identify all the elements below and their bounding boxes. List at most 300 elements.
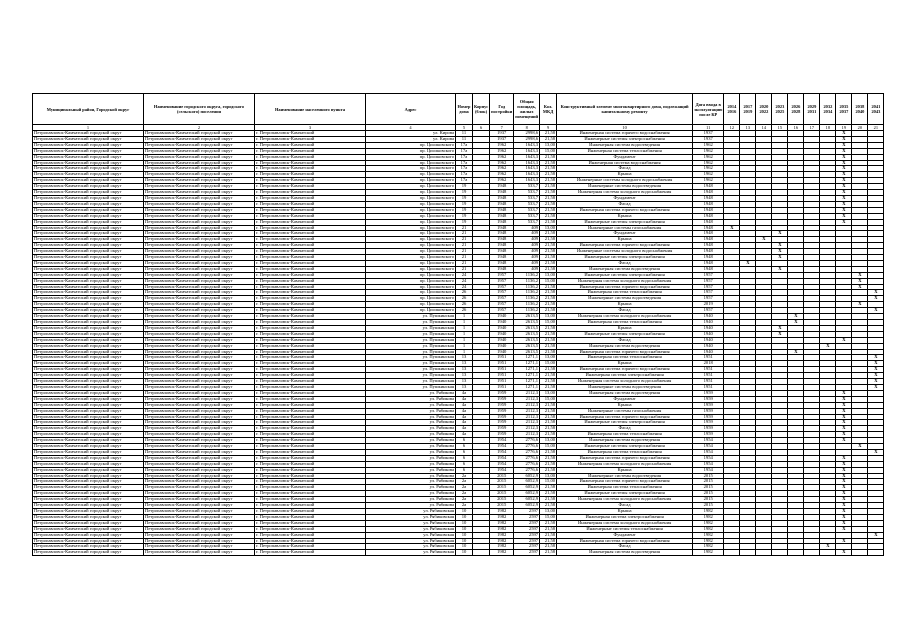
settlement-cell: Петропавловск-Камчатский городской округ — [144, 390, 255, 396]
build-year-cell: 1957 — [490, 284, 514, 290]
element-cell: Фундамент — [557, 154, 693, 160]
build-year-cell: 1948 — [490, 231, 514, 237]
commission-date-cell: 1962 — [693, 148, 724, 154]
address-cell: ул. Рябиковская — [366, 544, 456, 550]
commission-date-cell: 1948 — [693, 237, 724, 243]
period-mark: X — [836, 414, 852, 420]
period-mark: X — [740, 260, 756, 266]
column-number: 15 — [772, 125, 788, 131]
settlement-cell: Петропавловск-Камчатский городской округ — [144, 296, 255, 302]
area-cell: 1136,2 — [514, 284, 540, 290]
count-cell: 21,58 — [540, 526, 557, 532]
element-cell: Крыша — [557, 325, 693, 331]
locality-cell: г. Петропавловск-Камчатский — [255, 526, 366, 532]
area-cell: 2613,5 — [514, 320, 540, 326]
house-number-cell: 13 — [456, 384, 473, 390]
element-cell: Фасад — [557, 308, 693, 314]
house-number-cell: 21 — [456, 255, 473, 261]
build-year-cell: 2015 — [490, 485, 514, 491]
settlement-cell: Петропавловск-Камчатский городской округ — [144, 290, 255, 296]
region-cell: Петропавловск-Камчатский городской округ — [33, 237, 144, 243]
house-number-cell: 24 — [456, 284, 473, 290]
element-cell: Инженерная система холодного водоснабжения — [557, 497, 693, 503]
column-header: Дата ввода в эксплуатацию после КР — [693, 94, 724, 125]
address-cell: ул. Пушкинская — [366, 314, 456, 320]
element-cell: Инженерная система горячего водоснабжения — [557, 349, 693, 355]
build-year-cell: 1948 — [490, 225, 514, 231]
area-cell: 409 — [514, 266, 540, 272]
address-cell: ул. Рябикова — [366, 420, 456, 426]
commission-date-cell: 1948 — [693, 266, 724, 272]
house-number-cell: 4а — [456, 432, 473, 438]
period-cell — [820, 550, 836, 556]
house-number-cell: 2а — [456, 473, 473, 479]
settlement-cell: Петропавловск-Камчатский городской округ — [144, 237, 255, 243]
area-cell: 1136,2 — [514, 308, 540, 314]
build-year-cell: 1940 — [490, 349, 514, 355]
settlement-cell: Петропавловск-Камчатский городской округ — [144, 195, 255, 201]
element-cell: Крыша — [557, 467, 693, 473]
address-cell: ул. Пушкинская — [366, 325, 456, 331]
count-cell: 13,00 — [540, 272, 557, 278]
address-cell: ул. Пушкинская — [366, 320, 456, 326]
period-cell — [724, 550, 740, 556]
settlement-cell: Петропавловск-Камчатский городской округ — [144, 148, 255, 154]
period-mark: X — [836, 184, 852, 190]
area-cell: 1271,1 — [514, 361, 540, 367]
commission-date-cell: 1959 — [693, 402, 724, 408]
commission-date-cell: 1959 — [693, 414, 724, 420]
region-cell: Петропавловск-Камчатский городской округ — [33, 485, 144, 491]
commission-date-cell: 2015 — [693, 473, 724, 479]
address-cell: ул. Рябикова — [366, 485, 456, 491]
region-cell: Петропавловск-Камчатский городской округ — [33, 243, 144, 249]
settlement-cell: Петропавловск-Камчатский городской округ — [144, 343, 255, 349]
element-cell: Фасад — [557, 201, 693, 207]
address-cell: ул. Рябикова — [366, 402, 456, 408]
region-cell: Петропавловск-Камчатский городской округ — [33, 420, 144, 426]
settlement-cell: Петропавловск-Камчатский городской округ — [144, 544, 255, 550]
period-mark: X — [772, 331, 788, 337]
locality-cell: г. Петропавловск-Камчатский — [255, 455, 366, 461]
count-cell: 21,58 — [540, 426, 557, 432]
period-mark: X — [836, 166, 852, 172]
column-number: 3 — [255, 125, 366, 131]
area-cell: 409 — [514, 237, 540, 243]
house-number-cell: 2а — [456, 485, 473, 491]
address-cell: пр. Циолковского — [366, 284, 456, 290]
locality-cell: г. Петропавловск-Камчатский — [255, 361, 366, 367]
address-cell: ул. Рябикова — [366, 479, 456, 485]
settlement-cell: Петропавловск-Камчатский городской округ — [144, 514, 255, 520]
region-cell: Петропавловск-Камчатский городской округ — [33, 438, 144, 444]
area-cell: 2998,6 — [514, 131, 540, 137]
region-cell: Петропавловск-Камчатский городской округ — [33, 514, 144, 520]
region-cell: Петропавловск-Камчатский городской округ — [33, 219, 144, 225]
period-mark: X — [836, 497, 852, 503]
house-number-cell: 6 — [456, 461, 473, 467]
commission-date-cell: 1982 — [693, 532, 724, 538]
settlement-cell: Петропавловск-Камчатский городской округ — [144, 231, 255, 237]
build-year-cell: 1959 — [490, 402, 514, 408]
region-cell: Петропавловск-Камчатский городской округ — [33, 455, 144, 461]
address-cell: пр. Циолковского — [366, 308, 456, 314]
build-year-cell: 1948 — [490, 201, 514, 207]
area-cell: 2776,6 — [514, 438, 540, 444]
period-mark: X — [836, 491, 852, 497]
column-header: Наименование городского округа, городского (сельского) поселения — [144, 94, 255, 125]
address-cell: ул. Рябикова — [366, 414, 456, 420]
element-cell: Инженерная система водоотведения — [557, 550, 693, 556]
locality-cell: г. Петропавловск-Камчатский — [255, 426, 366, 432]
settlement-cell: Петропавловск-Камчатский городской округ — [144, 219, 255, 225]
region-cell: Петропавловск-Камчатский городской округ — [33, 491, 144, 497]
area-cell: 533,7 — [514, 213, 540, 219]
element-cell: Инженерная система горячего водоснабжения — [557, 284, 693, 290]
commission-date-cell: 1948 — [693, 249, 724, 255]
region-cell: Петропавловск-Камчатский городской округ — [33, 479, 144, 485]
build-year-cell: 1957 — [490, 290, 514, 296]
region-cell: Петропавловск-Камчатский городской округ — [33, 355, 144, 361]
commission-date-cell: 1954 — [693, 461, 724, 467]
build-year-cell: 2015 — [490, 497, 514, 503]
column-number: 21 — [868, 125, 884, 131]
period-mark: X — [868, 373, 884, 379]
settlement-cell: Петропавловск-Камчатский городской округ — [144, 131, 255, 137]
area-cell: 2613,5 — [514, 331, 540, 337]
count-cell: 21,58 — [540, 491, 557, 497]
period-mark: X — [836, 509, 852, 515]
region-cell: Петропавловск-Камчатский городской округ — [33, 290, 144, 296]
locality-cell: г. Петропавловск-Камчатский — [255, 148, 366, 154]
count-cell: 21,58 — [540, 260, 557, 266]
locality-cell: г. Петропавловск-Камчатский — [255, 550, 366, 556]
settlement-cell: Петропавловск-Камчатский городской округ — [144, 414, 255, 420]
locality-cell: г. Петропавловск-Камчатский — [255, 136, 366, 142]
area-cell: 409 — [514, 249, 540, 255]
commission-date-cell: 2015 — [693, 479, 724, 485]
count-cell: 21,58 — [540, 249, 557, 255]
build-year-cell: 1959 — [490, 420, 514, 426]
settlement-cell: Петропавловск-Камчатский городской округ — [144, 532, 255, 538]
element-cell: Инженерная система горячего водоснабжения — [557, 538, 693, 544]
count-cell: 21,58 — [540, 337, 557, 343]
area-cell: 6052,9 — [514, 479, 540, 485]
address-cell: ул. Пушкинская — [366, 384, 456, 390]
count-cell: 21,58 — [540, 178, 557, 184]
settlement-cell: Петропавловск-Камчатский городской округ — [144, 337, 255, 343]
count-cell: 21,58 — [540, 503, 557, 509]
build-year-cell: 1951 — [490, 379, 514, 385]
count-cell: 21,58 — [540, 237, 557, 243]
period-mark: X — [868, 290, 884, 296]
house-number-cell: 1 — [456, 343, 473, 349]
address-cell: пр. Циолковского — [366, 237, 456, 243]
commission-date-cell: 1959 — [693, 408, 724, 414]
locality-cell: г. Петропавловск-Камчатский — [255, 402, 366, 408]
address-cell: ул. Рябикова — [366, 426, 456, 432]
column-header: Муниципальный район, Городской округ — [33, 94, 144, 125]
commission-date-cell: 1951 — [693, 379, 724, 385]
settlement-cell: Петропавловск-Камчатский городской округ — [144, 255, 255, 261]
commission-date-cell: 1957 — [693, 284, 724, 290]
count-cell: 21,58 — [540, 195, 557, 201]
build-year-cell: 1948 — [490, 237, 514, 243]
settlement-cell: Петропавловск-Камчатский городской округ — [144, 178, 255, 184]
house-number-cell: 1 — [456, 314, 473, 320]
period-mark: X — [772, 325, 788, 331]
count-cell: 21,58 — [540, 461, 557, 467]
period-mark: X — [836, 160, 852, 166]
house-number-cell: 4а — [456, 390, 473, 396]
settlement-cell: Петропавловск-Камчатский городской округ — [144, 503, 255, 509]
locality-cell: г. Петропавловск-Камчатский — [255, 325, 366, 331]
house-number-cell: 26 — [456, 296, 473, 302]
build-year-cell: 1957 — [490, 278, 514, 284]
count-cell: 21,58 — [540, 160, 557, 166]
period-cell — [740, 550, 756, 556]
region-cell: Петропавловск-Камчатский городской округ — [33, 367, 144, 373]
area-cell: 1136,2 — [514, 278, 540, 284]
address-cell: ул. Пушкинская — [366, 373, 456, 379]
table-head — [33, 94, 884, 131]
house-number-cell: 10 — [456, 538, 473, 544]
element-cell: Фундамент — [557, 231, 693, 237]
count-cell: 21,58 — [540, 544, 557, 550]
build-year-cell: 1962 — [490, 142, 514, 148]
settlement-cell: Петропавловск-Камчатский городской округ — [144, 166, 255, 172]
locality-cell: г. Петропавловск-Камчатский — [255, 461, 366, 467]
settlement-cell: Петропавловск-Камчатский городской округ — [144, 308, 255, 314]
commission-date-cell: 1957 — [693, 278, 724, 284]
settlement-cell: Петропавловск-Камчатский городской округ — [144, 207, 255, 213]
area-cell: 2112,3 — [514, 402, 540, 408]
locality-cell: г. Петропавловск-Камчатский — [255, 302, 366, 308]
locality-cell: г. Петропавловск-Камчатский — [255, 278, 366, 284]
area-cell: 2597 — [514, 514, 540, 520]
build-year-cell: 1948 — [490, 219, 514, 225]
locality-cell: г. Петропавловск-Камчатский — [255, 355, 366, 361]
build-year-cell: 1948 — [490, 195, 514, 201]
settlement-cell: Петропавловск-Камчатский городской округ — [144, 361, 255, 367]
region-cell: Петропавловск-Камчатский городской округ — [33, 148, 144, 154]
build-year-cell: 1957 — [490, 308, 514, 314]
address-cell: ул. Рябиковская — [366, 550, 456, 556]
area-cell: 2112,3 — [514, 420, 540, 426]
area-cell: 2112,3 — [514, 432, 540, 438]
commission-date-cell: 1948 — [693, 225, 724, 231]
settlement-cell: Петропавловск-Камчатский городской округ — [144, 408, 255, 414]
area-cell: 6052,9 — [514, 491, 540, 497]
house-number-cell: 4а — [456, 402, 473, 408]
column-header: 2020 2022 — [756, 94, 772, 125]
commission-date-cell: 1982 — [693, 509, 724, 515]
address-cell: пр. Циолковского — [366, 207, 456, 213]
locality-cell: г. Петропавловск-Камчатский — [255, 349, 366, 355]
element-cell: Крыша — [557, 361, 693, 367]
count-cell: 21,58 — [540, 190, 557, 196]
region-cell: Петропавловск-Камчатский городской округ — [33, 526, 144, 532]
commission-date-cell: 1962 — [693, 172, 724, 178]
region-cell: Петропавловск-Камчатский городской округ — [33, 178, 144, 184]
build-year-cell: 1954 — [490, 461, 514, 467]
locality-cell: г. Петропавловск-Камчатский — [255, 343, 366, 349]
settlement-cell: Петропавловск-Камчатский городской округ — [144, 302, 255, 308]
area-cell: 2597 — [514, 544, 540, 550]
count-cell: 21,58 — [540, 290, 557, 296]
settlement-cell: Петропавловск-Камчатский городской округ — [144, 225, 255, 231]
period-mark: X — [836, 526, 852, 532]
commission-date-cell: 1948 — [693, 195, 724, 201]
locality-cell: г. Петропавловск-Камчатский — [255, 255, 366, 261]
period-mark: X — [836, 485, 852, 491]
area-cell: 2597 — [514, 520, 540, 526]
element-cell: Инженерные системы электроснабжения — [557, 420, 693, 426]
locality-cell: г. Петропавловск-Камчатский — [255, 503, 366, 509]
column-header: 2035 2037 — [836, 94, 852, 125]
build-year-cell: 1959 — [490, 426, 514, 432]
region-cell: Петропавловск-Камчатский городской округ — [33, 231, 144, 237]
period-cell — [868, 550, 884, 556]
locality-cell: г. Петропавловск-Камчатский — [255, 131, 366, 137]
region-cell: Петропавловск-Камчатский городской округ — [33, 255, 144, 261]
locality-cell: г. Петропавловск-Камчатский — [255, 384, 366, 390]
column-header: 2017 2019 — [740, 94, 756, 125]
period-mark: X — [836, 538, 852, 544]
register-table — [32, 93, 884, 556]
address-cell: пр. Циолковского — [366, 172, 456, 178]
house-number-cell: 13 — [456, 355, 473, 361]
build-year-cell: 1948 — [490, 266, 514, 272]
house-number-cell: 13 — [456, 367, 473, 373]
period-mark: X — [820, 343, 836, 349]
period-mark: X — [836, 473, 852, 479]
commission-date-cell: 1957 — [693, 296, 724, 302]
column-number: 2 — [144, 125, 255, 131]
region-cell: Петропавловск-Камчатский городской округ — [33, 550, 144, 556]
locality-cell: г. Петропавловск-Камчатский — [255, 514, 366, 520]
area-cell: 2776,6 — [514, 461, 540, 467]
region-cell: Петропавловск-Камчатский городской округ — [33, 432, 144, 438]
house-number-cell: 17а — [456, 148, 473, 154]
commission-date-cell: 1982 — [693, 526, 724, 532]
settlement-cell: Петропавловск-Камчатский городской округ — [144, 526, 255, 532]
house-number-cell: 26 — [456, 302, 473, 308]
build-year-cell: 1982 — [490, 520, 514, 526]
locality-cell: г. Петропавловск-Камчатский — [255, 142, 366, 148]
commission-date-cell: 1982 — [693, 514, 724, 520]
region-cell: Петропавловск-Камчатский городской округ — [33, 201, 144, 207]
build-year-cell: 1951 — [490, 384, 514, 390]
count-cell: 21,58 — [540, 243, 557, 249]
period-mark: X — [836, 438, 852, 444]
settlement-cell: Петропавловск-Камчатский городской округ — [144, 213, 255, 219]
element-cell: Инженерная система теплоснабжения — [557, 148, 693, 154]
locality-cell: г. Петропавловск-Камчатский — [255, 544, 366, 550]
region-cell: Петропавловск-Камчатский городской округ — [33, 408, 144, 414]
address-cell: ул. Рябиковская — [366, 532, 456, 538]
locality-cell: г. Петропавловск-Камчатский — [255, 320, 366, 326]
region-cell: Петропавловск-Камчатский городской округ — [33, 473, 144, 479]
address-cell: пр. Циолковского — [366, 178, 456, 184]
house-number-cell: 10 — [456, 509, 473, 515]
locality-cell: г. Петропавловск-Камчатский — [255, 438, 366, 444]
area-cell: 533,7 — [514, 207, 540, 213]
period-mark: X — [836, 131, 852, 137]
region-cell: Петропавловск-Камчатский городской округ — [33, 325, 144, 331]
column-number: 7 — [490, 125, 514, 131]
count-cell: 21,58 — [540, 384, 557, 390]
commission-date-cell: 1962 — [693, 166, 724, 172]
settlement-cell: Петропавловск-Камчатский городской округ — [144, 384, 255, 390]
region-cell: Петропавловск-Камчатский городской округ — [33, 497, 144, 503]
region-cell: Петропавловск-Камчатский городской округ — [33, 373, 144, 379]
commission-date-cell: 1957 — [693, 308, 724, 314]
area-cell: 1136,2 — [514, 290, 540, 296]
locality-cell: г. Петропавловск-Камчатский — [255, 178, 366, 184]
column-header: 2032 2034 — [820, 94, 836, 125]
commission-date-cell: 1954 — [693, 455, 724, 461]
settlement-cell: Петропавловск-Камчатский городской округ — [144, 396, 255, 402]
locality-cell: г. Петропавловск-Камчатский — [255, 373, 366, 379]
region-cell: Петропавловск-Камчатский городской округ — [33, 467, 144, 473]
build-year-cell: 1959 — [490, 390, 514, 396]
period-mark: X — [836, 514, 852, 520]
column-header: 2014 2016 — [724, 94, 740, 125]
count-cell: 21,58 — [540, 296, 557, 302]
area-cell: 1643,3 — [514, 160, 540, 166]
period-mark: X — [868, 449, 884, 455]
address-cell: пр. Циолковского — [366, 213, 456, 219]
locality-cell: г. Петропавловск-Камчатский — [255, 479, 366, 485]
house-number-cell: 4а — [456, 420, 473, 426]
region-cell: Петропавловск-Камчатский городской округ — [33, 308, 144, 314]
address-cell: пр. Циолковского — [366, 278, 456, 284]
region-cell: Петропавловск-Камчатский городской округ — [33, 414, 144, 420]
count-cell: 13,00 — [540, 438, 557, 444]
locality-cell: г. Петропавловск-Камчатский — [255, 485, 366, 491]
region-cell: Петропавловск-Камчатский городской округ — [33, 444, 144, 450]
address-cell: ул. Рябикова — [366, 438, 456, 444]
address-cell: ул. Кирова — [366, 131, 456, 137]
commission-date-cell: 1940 — [693, 320, 724, 326]
settlement-cell: Петропавловск-Камчатский городской округ — [144, 420, 255, 426]
count-cell: 21,58 — [540, 166, 557, 172]
build-year-cell: 1982 — [490, 514, 514, 520]
count-cell: 21,58 — [540, 532, 557, 538]
commission-date-cell: 1959 — [693, 396, 724, 402]
region-cell: Петропавловск-Камчатский городской округ — [33, 195, 144, 201]
address-cell: пр. Циолковского — [366, 225, 456, 231]
area-cell: 1271,1 — [514, 384, 540, 390]
house-number-cell: 17а — [456, 154, 473, 160]
commission-date-cell: 1959 — [693, 426, 724, 432]
commission-date-cell: 1962 — [693, 154, 724, 160]
house-number-cell: 10 — [456, 514, 473, 520]
column-number: 6 — [473, 125, 490, 131]
locality-cell: г. Петропавловск-Камчатский — [255, 538, 366, 544]
build-year-cell: 1940 — [490, 331, 514, 337]
element-cell: Инженерные системы газоснабжения — [557, 408, 693, 414]
region-cell: Петропавловск-Камчатский городской округ — [33, 509, 144, 515]
commission-date-cell: 1940 — [693, 349, 724, 355]
locality-cell: г. Петропавловск-Камчатский — [255, 396, 366, 402]
address-cell: пр. Циолковского — [366, 243, 456, 249]
count-cell: 13,00 — [540, 355, 557, 361]
element-cell: Крыша — [557, 509, 693, 515]
region-cell: Петропавловск-Камчатский городской округ — [33, 390, 144, 396]
element-cell: Инженерная система теплоснабжения — [557, 290, 693, 296]
